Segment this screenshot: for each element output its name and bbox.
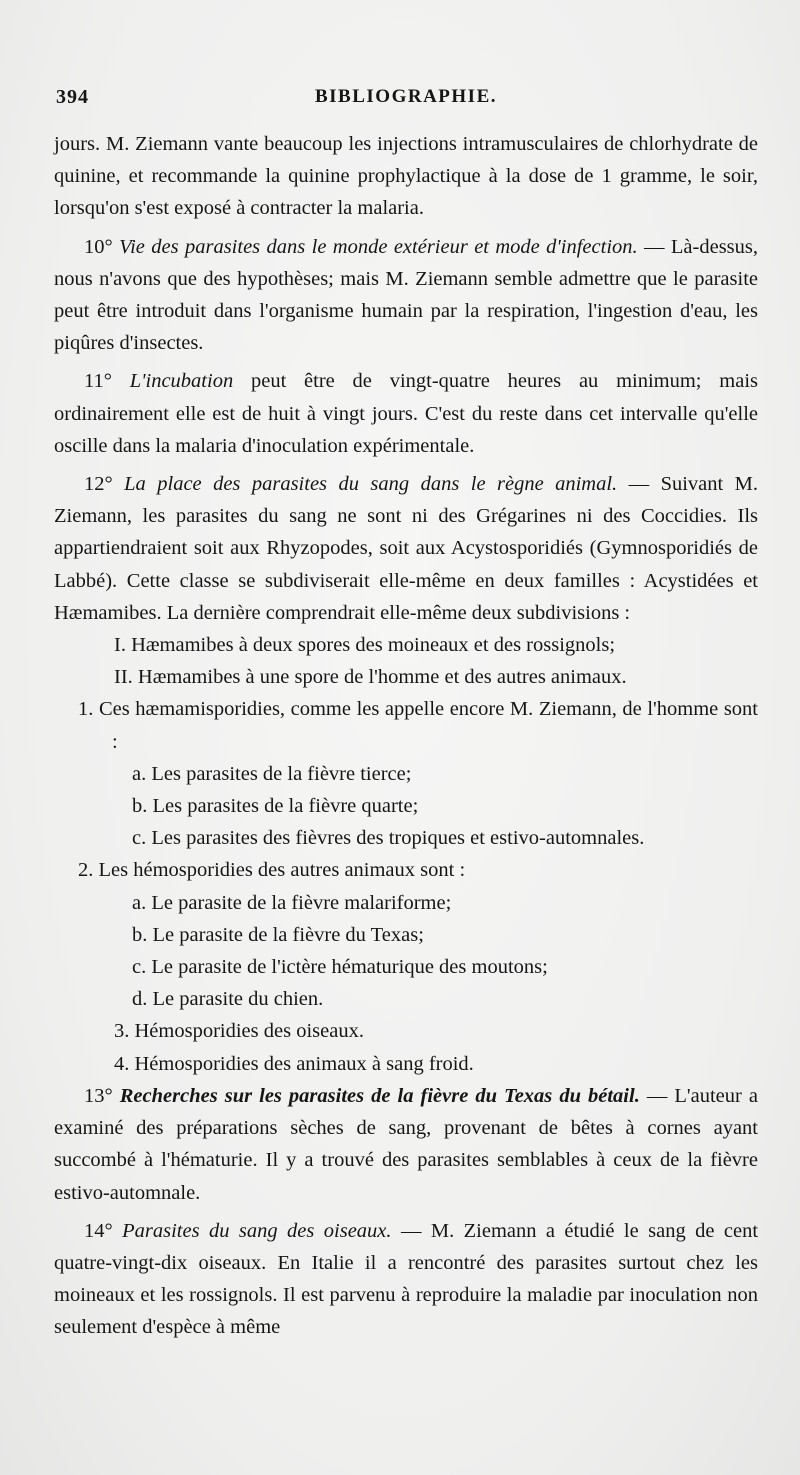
section-number: 10°: [84, 235, 113, 258]
paragraph-continuation: jours. M. Ziemann vante beaucoup les injections intramusculaires de chlorhydrate de quinine, et recommande la quinine prophylactique à la dose de 1 gramme, le soir, lorsqu'on s'est exposé à contracter la malaria.: [54, 133, 758, 220]
list-item-1: 1. Ces hæmamisporidies, comme les appelle encore M. Ziemann, de l'homme sont :: [78, 698, 758, 753]
list-item-2d: d. Le parasite du chien.: [132, 988, 324, 1011]
running-title: BIBLIOGRAPHIE.: [314, 86, 497, 107]
paragraph-13: [54, 1080, 758, 1209]
list-item-2a: a. Le parasite de la fièvre malariforme;: [132, 891, 452, 914]
list-item-1a: a. Les parasites de la fièvre tierce;: [132, 762, 412, 785]
section-number: 11°: [84, 370, 112, 393]
section-title: Vie des parasites dans le monde extérieur et mode d'infection.: [119, 235, 638, 258]
section-text: peut être de vingt-quatre heures au minimum; mais ordinairement elle est de huit à vingt jours. C'est du reste dans cet intervalle qu'elle oscille dans la malaria d'inoculation expérimentale.: [54, 370, 758, 457]
section-number: 12°: [84, 473, 113, 496]
page-body: [54, 128, 758, 1344]
section-title: L'incubation: [129, 370, 234, 393]
list-item-1c: c. Les parasites des fièvres des tropiques et estivo-automnales.: [132, 827, 645, 850]
list-item-4: 4. Hémosporidies des animaux à sang froid.: [114, 1052, 474, 1075]
section-text: — M. Ziemann a étudié le sang de cent quatre-vingt-dix oiseaux. En Italie il a rencontré des parasites surtout chez les moineaux et les rossignols. Il est parvenu à reproduire la maladie par inoculation non seulement d'espèce à même: [54, 1219, 759, 1339]
subdivision-II: II. Hæmamibes à une spore de l'homme et des autres animaux.: [114, 666, 627, 689]
section-title: Recherches sur les parasites de la fièvre du Texas du bétail.: [119, 1084, 640, 1107]
section-number: 14°: [84, 1219, 113, 1242]
list-item-2: 2. Les hémosporidies des autres animaux sont :: [78, 859, 466, 882]
section-title: Parasites du sang des oiseaux.: [122, 1219, 392, 1242]
page-number: 394: [56, 86, 89, 108]
paragraph-11: [54, 365, 758, 462]
section-text: — Suivant M. Ziemann, les parasites du sang ne sont ni des Grégarines ni des Coccidies. Ils appartiendraient soit aux Rhyzopodes, soit aux Acystosporidiés (Gymnosporidiés de Labbé). Cette classe se subdiviserait elle-même en deux familles : Acystidées et Hæmamibes. La dernière comprendrait elle-même deux subdivisions :: [54, 473, 759, 624]
section-title: La place des parasites du sang dans le règne animal.: [124, 473, 618, 496]
subdivision-I: I. Hæmamibes à deux spores des moineaux et des rossignols;: [114, 634, 616, 657]
paragraph-14: [54, 1215, 758, 1344]
page-header: [56, 86, 756, 126]
list-item-2c: c. Le parasite de l'ictère hématurique des moutons;: [132, 956, 548, 979]
section-number: 13°: [84, 1084, 113, 1107]
list-item-1b: b. Les parasites de la fièvre quarte;: [132, 795, 419, 818]
section-text: — L'auteur a examiné des préparations sèches de sang, provenant de bêtes à cornes ayant succombé à l'hématurie. Il y a trouvé des parasites semblables à ceux de la fièvre estivo-automnale.: [54, 1084, 758, 1204]
section-text: — Là-dessus, nous n'avons que des hypothèses; mais M. Ziemann semble admettre que le parasite peut être introduit dans l'organisme humain par la respiration, l'ingestion d'eau, les piqûres d'insectes.: [54, 235, 759, 355]
paragraph-12: [54, 468, 758, 629]
paragraph-10: [54, 231, 758, 360]
list-item-3: 3. Hémosporidies des oiseaux.: [114, 1020, 364, 1043]
list-item-2b: b. Le parasite de la fièvre du Texas;: [132, 923, 424, 946]
